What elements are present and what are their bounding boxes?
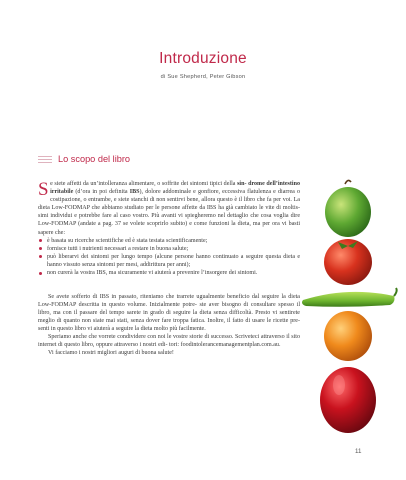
red-apple (320, 367, 376, 433)
page-number: 11 (355, 448, 362, 455)
body-text (38, 180, 300, 357)
orange (324, 311, 372, 361)
section-heading (38, 154, 130, 164)
byline: di Sue Shepherd, Peter Gibson (160, 74, 246, 80)
intro-text-a: e siete affetti da un’intolleranza alimentare, o soffrite dei sintomi tipici della (50, 181, 238, 187)
intro-bold-term: sin- drome dell’intestino irritabile (50, 181, 300, 196)
list-item: è basata su ricerche scientifiche ed è stata testata scientificamente; (38, 237, 300, 245)
paragraph-2: Se avete sofferto di IBS in passato, riteniamo che trarrete ugualmente beneficio dal seguire la dieta Low-FODMAP descritta in questo volume. Inizialmente potre- ste aver bisogno di consultare spesso il libro, ma con il passare del tempo sarete in grado di seguire la dieta senza difficoltà. Presto vi sentirete meglio di quanto non siate mai stati, senza dover fare troppa fatica. Inoltre, il fatto di usare le ricette pre- senti in questo libro vi aiuterà a seguire la dieta molto più facilmente. (38, 293, 300, 332)
fruit-stack-image (298, 178, 398, 478)
green-pepper (302, 288, 397, 307)
section-heading-text: Lo scopo del libro (58, 154, 131, 164)
list-item: può liberarvi dei sintomi per lungo tempo (alcune persone hanno continuato a seguire questa dieta e hanno vissuto senza sintomi per mesi, addirittura per anni); (38, 253, 300, 269)
tomato (324, 239, 372, 285)
intro-text-b: (d’ora in poi definita (73, 189, 130, 196)
drop-cap: S (38, 178, 49, 200)
lines-icon (38, 155, 52, 164)
intro-text-c: ), dolore addominale e gonfiore, eccessiva flatulenza e diarrea o costipazione, o entrambe, e siete stanchi di non sentirvi bene, allora questo è il libro che fa per voi. La dieta Low-FODMAP che abbiamo studiato per le persone affette da IBS ha già cambiato le vite di moltis- simi individui e potrebbe fare al caso vostro. Più avanti vi spiegheremo nel dettaglio che cosa voglia dire Low-FODMAP (andate a pag. 37 se volete scoprirlo subito) e come funzioni la dieta, ma per ora vi basti sapere che: (38, 189, 300, 236)
page-title: Introduzione (159, 50, 247, 67)
list-item: fornisce tutti i nutrienti necessari a restare in buona salute; (38, 245, 300, 253)
paragraph-4: Vi facciamo i nostri migliori auguri di buona salute! (48, 350, 174, 357)
list-item: non curerà la vostra IBS, ma sicuramente vi aiuterà a prevenire l’insorgere dei sintomi. (38, 269, 300, 277)
intro-paragraph (38, 180, 300, 237)
intro-bold-abbr: IBS (129, 189, 140, 196)
paragraph-3: Speriamo anche che vorrete condividere con noi le vostre storie di successo. Scriveteci attraverso il sito internet di questo libro, oppure attraverso i nostri edi- tori: foodintolerancemanagementplan.com.au. (38, 334, 300, 349)
green-apple (325, 180, 371, 237)
bullet-list (38, 237, 300, 277)
